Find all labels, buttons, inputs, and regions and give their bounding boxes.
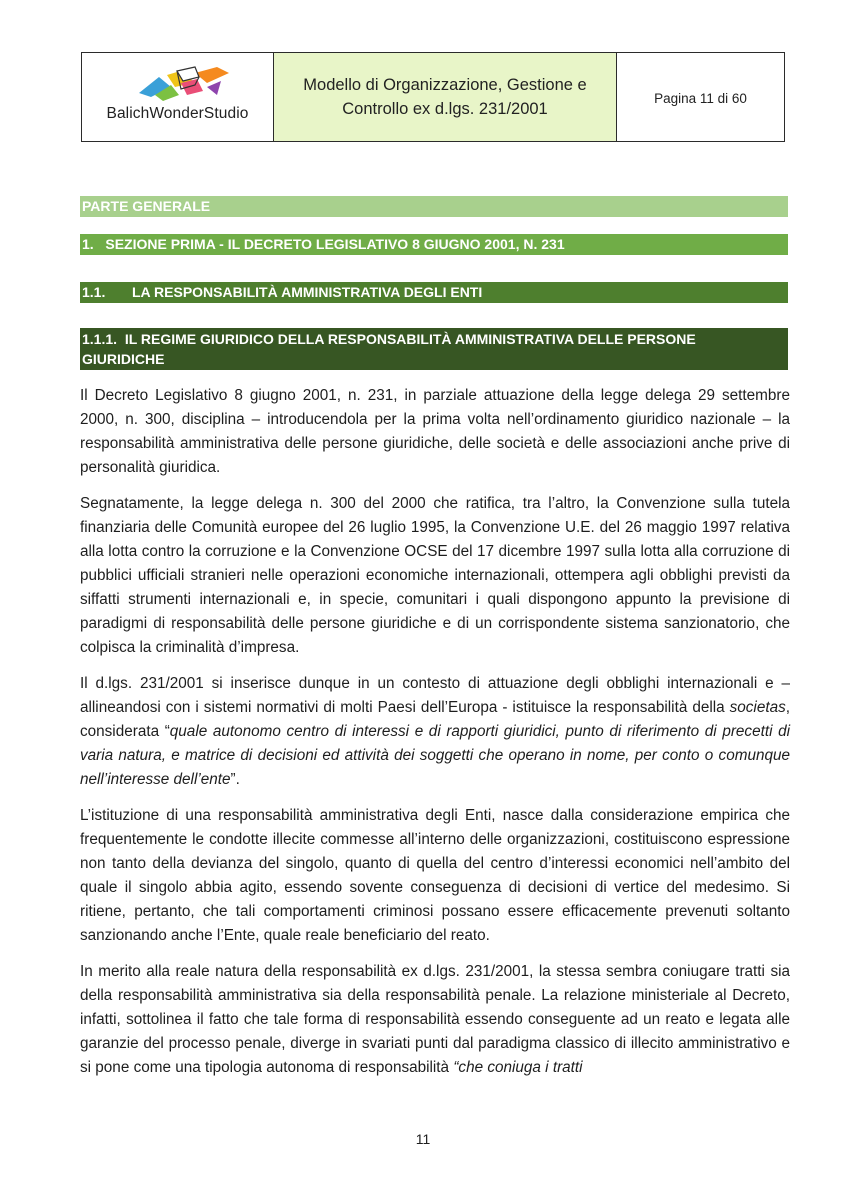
- paragraph-3-quote: quale autonomo centro di interessi e di rapporti giuridici, punto di riferimento di precetti di varia natura, e matrice di decisioni ed attività dei soggetti che operano in nome, per conto o comunque nell’interesse dell’ente: [80, 723, 790, 788]
- paragraph-5-part-a: In merito alla reale natura della responsabilità ex d.lgs. 231/2001, la stessa sembra coniugare tratti sia della responsabilità amministrativa sia della responsabilità penale. La relazione ministeriale al Decreto, infatti, sottolinea il fatto che tale forma di responsabilità essendo conseguente ad un reato e legata alle garanzie del processo penale, diverge in svariati punti dal paradigma classico di illecito amministrativo e si pone come una tipologia autonoma di responsabilità: [80, 963, 790, 1076]
- subsection-title: LA RESPONSABILITÀ AMMINISTRATIVA DEGLI ENTI: [132, 284, 483, 300]
- part-heading-text: PARTE GENERALE: [82, 198, 211, 214]
- body-text: [80, 384, 790, 1092]
- paragraph-3-part-a: Il d.lgs. 231/2001 si inserisce dunque in un contesto di attuazione degli obblighi internazionali e – allineandosi con i sistemi normativi di molti Paesi dell’Europa - istituisce la responsabilità della: [80, 675, 790, 716]
- paragraph-5-quote: “che coniuga i tratti: [453, 1059, 583, 1076]
- company-name: BalichWonderStudio: [106, 105, 249, 122]
- paragraph-5: [80, 960, 790, 1080]
- document-header: [81, 52, 785, 142]
- subsubsection-title-line2: GIURIDICHE: [82, 351, 165, 367]
- document-title-cell: [274, 53, 617, 141]
- section-title: SEZIONE PRIMA - IL DECRETO LEGISLATIVO 8 GIUGNO 2001, N. 231: [105, 236, 565, 252]
- paragraph-2: Segnatamente, la legge delega n. 300 del 2000 che ratifica, tra l’altro, la Convenzione sulla tutela finanziaria delle Comunità europee del 26 luglio 1995, la Convenzione U.E. del 26 maggio 1997 relativa alla lotta contro la corruzione e la Convenzione OCSE del 17 dicembre 1997 sulla lotta alla corruzione di pubblici ufficiali stranieri nelle operazioni economiche internazionali, ottempera agli obblighi previsti da siffatti strumenti internazionali e, in specie, comunitari i quali dispongono appunto la previsione di paradigmi di responsabilità delle persone giuridiche e di un corrispondente sistema sanzionatorio, che colpisca la criminalità d’impresa.: [80, 495, 790, 656]
- paragraph-3-part-c: , considerata “: [80, 699, 790, 740]
- subsection-number: 1.1.: [82, 284, 106, 300]
- page-indicator-cell: [617, 53, 784, 141]
- paragraph-3-societas: societas: [729, 699, 786, 716]
- subsubsection-number: 1.1.1.: [82, 331, 118, 347]
- section-number: 1.: [82, 236, 94, 252]
- paragraph-1: Il Decreto Legislativo 8 giugno 2001, n. 231, in parziale attuazione della legge delega 29 settembre 2000, n. 300, disciplina – introducendola per la prima volta nell’ordinamento giuridico nazionale – la responsabilità amministrativa delle persone giuridiche, delle società e delle associazioni anche prive di personalità giuridica.: [80, 387, 790, 476]
- company-logo-icon: [137, 65, 232, 105]
- page-number: 11: [415, 1131, 431, 1147]
- subsection-heading: [80, 282, 788, 303]
- section-heading: [80, 234, 788, 255]
- subsubsection-heading: [80, 328, 788, 370]
- document-title-line1: Modello di Organizzazione, Gestione e: [303, 76, 587, 94]
- paragraph-4: L’istituzione di una responsabilità amministrativa degli Enti, nasce dalla considerazione empirica che frequentemente le condotte illecite commesse all’interno delle organizzazioni, costituiscono espressione non tanto della devianza del singolo, quanto di quella del centro d’interessi economici nell’ambito del quale il singolo abbia agito, essendo sovente conseguenza di decisioni di vertice del medesimo. Si ritiene, pertanto, che tali comportamenti criminosi possano essere efficacemente prevenuti soltanto sanzionando anche l’Ente, quale reale beneficiario del reato.: [80, 807, 790, 944]
- part-heading: [80, 196, 788, 217]
- paragraph-3-part-e: ”.: [230, 771, 240, 788]
- logo-cell: [82, 53, 274, 141]
- subsubsection-title-line1: IL REGIME GIURIDICO DELLA RESPONSABILITÀ AMMINISTRATIVA DELLE PERSONE: [124, 331, 696, 347]
- paragraph-3: [80, 672, 790, 792]
- document-title-line2: Controllo ex d.lgs. 231/2001: [342, 100, 548, 118]
- page-indicator: Pagina 11 di 60: [654, 91, 747, 106]
